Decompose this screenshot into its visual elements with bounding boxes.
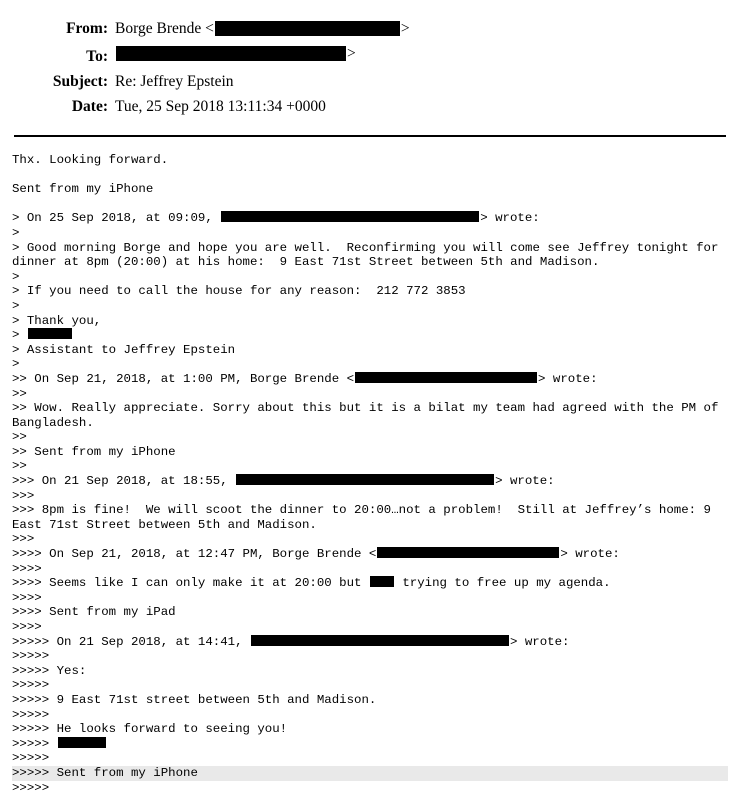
redaction-bar [221,211,479,222]
body-line-text: >>>> [12,590,42,605]
header-label-date: Date: [71,98,108,115]
body-line-text: >> Sent from my iPhone [12,444,176,459]
body-line [12,168,728,183]
header-row-from [0,18,740,39]
header-row-subject [0,71,740,92]
body-line-text: > [12,269,20,284]
body-line [12,781,728,795]
body-line [12,299,728,314]
body-line-text: > [12,298,20,313]
header-label-subject: Subject: [52,73,108,90]
body-line [12,357,728,372]
header-label-to: To: [86,48,108,65]
body-line-text: >>>>> [12,736,57,751]
body-line-text: > [12,357,20,372]
body-line-text: >> [12,459,27,474]
body-line-text-after: > wrote: [495,474,555,489]
angle-open-from: < [201,20,214,37]
body-line-text: >>>>> He looks forward to seeing you! [12,722,288,737]
body-line [12,532,728,547]
body-line-text: > If you need to call the house for any reason: 212 772 3853 [12,284,466,299]
redaction-bar [370,576,394,587]
body-line [12,708,728,723]
body-line-text: > [12,225,20,240]
body-line-text: >>>>> Yes: [12,663,87,678]
redaction-bar [377,547,559,558]
body-line-text: >>>>> [12,707,50,722]
body-line-text: >>>>> 9 East 71st street between 5th and Madison. [12,692,377,707]
body-line-text: >>>>> [12,780,50,795]
body-line [12,343,728,358]
body-line [12,226,728,241]
redaction-bar-to [116,46,346,61]
body-line-text: >>> [12,488,35,503]
body-line-text: >>>> Seems like I can only make it at 20:00 but [12,576,369,591]
header-value-subject: Re: Jeffrey Epstein [115,73,234,90]
body-line-text: >>> [12,532,35,547]
header-row-date [0,96,740,117]
body-line [12,678,728,693]
header-row-to [0,43,740,67]
body-line-text: >>> On 21 Sep 2018, at 18:55, [12,474,236,489]
body-line-text: > Assistant to Jeffrey Epstein [12,342,236,357]
body-line-text: > On 25 Sep 2018, at 09:09, [12,211,221,226]
body-line-text-after: trying to free up my agenda. [394,576,611,591]
body-line-text: >>> 8pm is fine! We will scoot the dinner to 20:00…not a problem! Still at Jeffrey’s home: 9 East 71st Street between 5th and Madison. [12,503,719,532]
from-name: Borge Brende [115,20,202,37]
header-value-to [115,43,356,64]
body-line [12,489,728,504]
body-line [12,722,728,737]
body-line-text: >>>>> [12,649,50,664]
body-line [12,664,728,679]
body-line-text-after: > wrote: [509,634,570,649]
body-line [12,401,728,430]
body-line [12,197,728,212]
body-line-text: >> Wow. Really appreciate. Sorry about this but it is a bilat my team had agreed with the PM of Bangladesh. [12,401,726,430]
body-line [12,635,728,650]
angle-close-from: > [400,20,410,37]
header-value-from [115,18,410,39]
body-line [12,182,728,197]
redaction-bar [236,474,494,485]
header-value-date: Tue, 25 Sep 2018 13:11:34 +0000 [115,98,326,115]
body-line [12,547,728,562]
body-line [12,693,728,708]
body-line-text: > Thank you, [12,313,102,328]
body-line [12,387,728,402]
body-line [12,620,728,635]
body-line [12,372,728,387]
body-line [12,241,728,270]
redaction-bar [355,372,537,383]
body-line-text: >> [12,430,27,445]
body-line-text-after: > wrote: [560,547,620,562]
body-line [12,211,728,226]
body-line-text: >>>> [12,561,42,576]
angle-close-to: > [347,45,356,62]
header-label-from: From: [66,20,108,37]
body-line-text: >> [12,386,27,401]
body-line-text: >>>> Sent from my iPad [12,605,176,620]
body-line [12,328,728,343]
body-line [12,474,728,489]
body-line-text: Thx. Looking forward. [12,153,169,167]
body-line [12,153,728,168]
body-line-text: Sent from my iPhone [12,182,154,197]
body-line [12,605,728,620]
header-body-divider [14,135,726,137]
body-line [12,445,728,460]
body-line-text: > Good morning Borge and hope you are well. Reconfirming you will come see Jeffrey tonight for dinner at 8pm (20:00) at his home: 9 East 71st Street between 5th and Madison. [12,240,726,270]
body-line [12,751,728,766]
body-line [12,459,728,474]
redaction-bar-from [215,21,400,36]
body-line-text: > [12,328,27,343]
body-line-text: >>>>> On 21 Sep 2018, at 14:41, [12,634,250,649]
body-line [12,430,728,445]
body-line [12,591,728,606]
body-line [12,503,728,532]
email-header-block [0,0,740,117]
body-line [12,649,728,664]
body-line [12,737,728,752]
body-line [12,314,728,329]
body-line [12,766,728,781]
body-line [12,284,728,299]
body-line-text: >>>>> Sent from my iPhone [12,765,198,780]
redaction-bar [58,737,106,748]
body-line-text: >>>> [12,620,42,634]
body-line [12,562,728,577]
body-line-text-after: > wrote: [538,371,598,386]
body-line [12,270,728,285]
body-line [12,576,728,591]
redaction-bar [251,635,509,646]
body-line-text: >> On Sep 21, 2018, at 1:00 PM, Borge Brende < [12,371,355,386]
email-body [0,153,740,795]
redaction-bar [28,328,72,339]
body-line-text: >>>>> [12,751,50,766]
body-line-text-after: > wrote: [480,211,540,226]
body-line-text: >>>> On Sep 21, 2018, at 12:47 PM, Borge Brende < [12,547,377,562]
body-line-text: >>>>> [12,678,50,693]
